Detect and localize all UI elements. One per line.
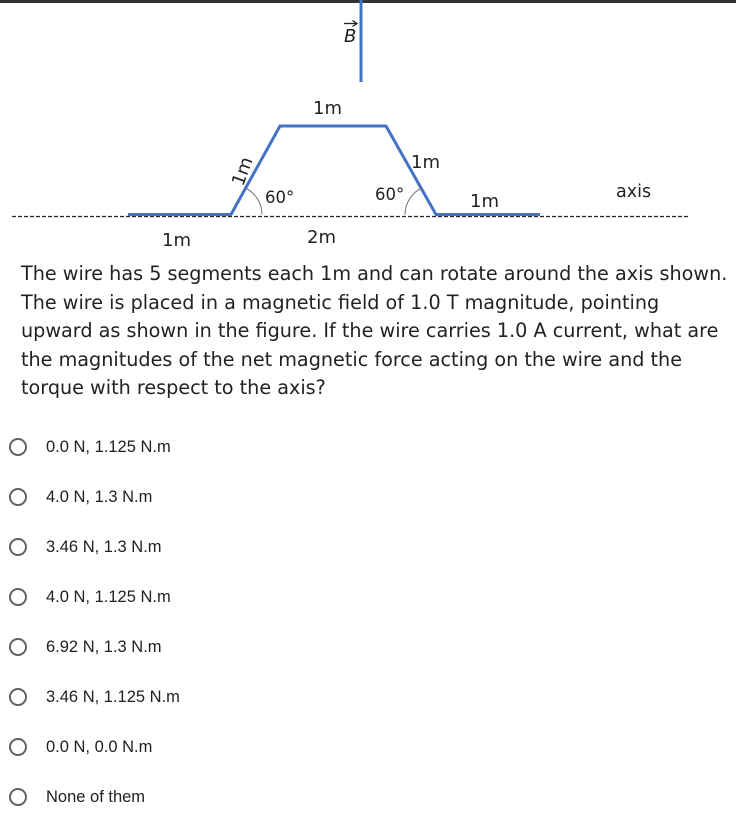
right-segment-label: 1m — [470, 191, 499, 212]
answer-option[interactable] — [7, 430, 171, 464]
radio-button-icon[interactable] — [9, 688, 27, 706]
answer-option-label: 3.46 N, 1.125 N.m — [46, 687, 180, 706]
question-text: The wire has 5 segments each 1m and can rotate around the axis shown. The wire is placed in a magnetic field of 1.0 T magnitude, pointing upward as shown in the figure. If the wire carries 1.0 A current, what are the magnitudes of the net magnetic force acting on the wire and the torque with respect to the axis? — [21, 262, 728, 399]
answer-option[interactable] — [7, 780, 145, 814]
left-slant-label: 1m — [227, 154, 258, 189]
answer-option-label: 3.46 N, 1.3 N.m — [46, 537, 162, 556]
answer-option[interactable] — [7, 730, 152, 764]
answer-option[interactable] — [7, 580, 171, 614]
left-angle-arc — [246, 188, 263, 215]
top-segment-label: 1m — [313, 98, 342, 119]
radio-button-icon[interactable] — [9, 738, 27, 756]
right-slant-label: 1m — [411, 152, 440, 173]
answer-option[interactable] — [7, 480, 152, 514]
left-segment-label: 1m — [162, 230, 191, 251]
left-angle-label: 60° — [265, 188, 295, 207]
radio-button-icon[interactable] — [9, 488, 27, 506]
b-field-label: B — [344, 26, 357, 47]
right-angle-label: 60° — [375, 185, 405, 204]
answer-option[interactable] — [7, 530, 162, 564]
axis-label: axis — [616, 182, 652, 202]
radio-button-icon[interactable] — [9, 588, 27, 606]
answer-option-label: 4.0 N, 1.125 N.m — [46, 587, 171, 606]
answer-option[interactable] — [7, 680, 180, 714]
answer-option-label: 0.0 N, 1.125 N.m — [46, 437, 171, 456]
bottom-width-label: 2m — [307, 227, 336, 248]
radio-button-icon[interactable] — [9, 638, 27, 656]
radio-button-icon[interactable] — [9, 438, 27, 456]
answer-option-label: 4.0 N, 1.3 N.m — [46, 487, 153, 506]
answer-option-label: 6.92 N, 1.3 N.m — [46, 637, 162, 656]
right-angle-arc — [405, 188, 422, 215]
wire-figure — [0, 0, 736, 256]
radio-button-icon[interactable] — [9, 538, 27, 556]
answer-option[interactable] — [7, 630, 162, 664]
radio-button-icon[interactable] — [9, 788, 27, 806]
answer-option-label: 0.0 N, 0.0 N.m — [46, 737, 153, 756]
answer-option-label: None of them — [46, 787, 146, 806]
